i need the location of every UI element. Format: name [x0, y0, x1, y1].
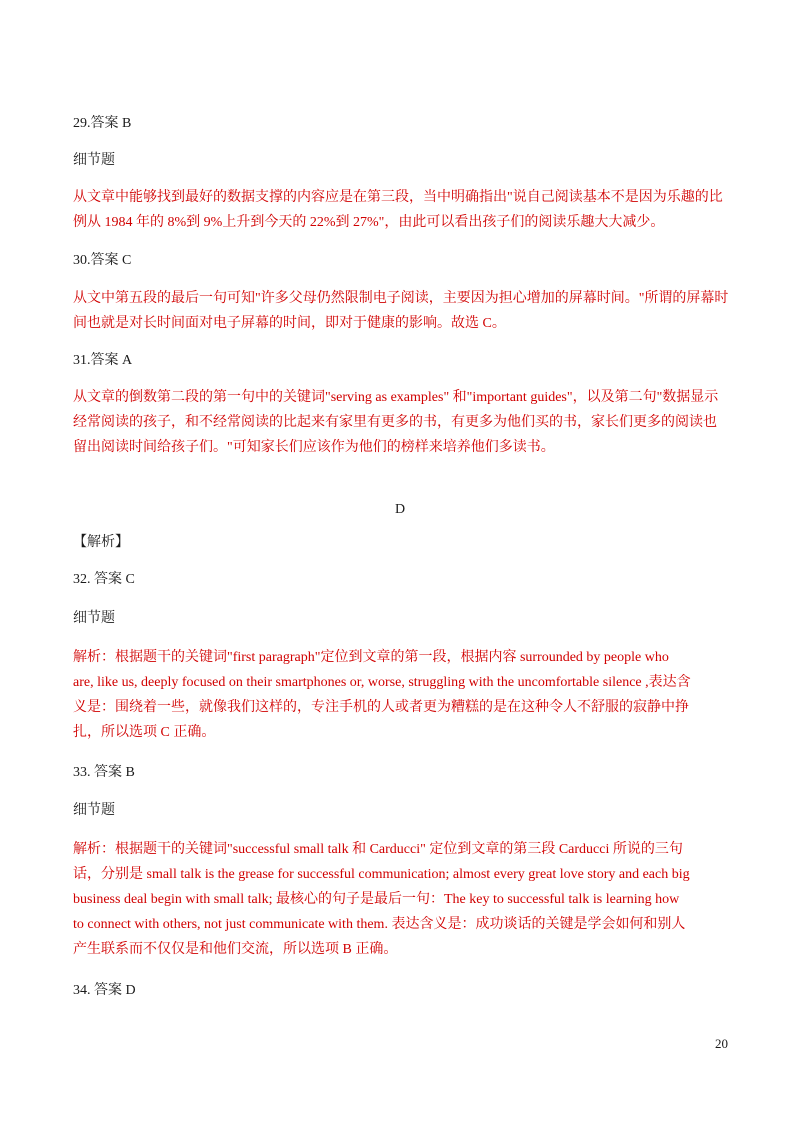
analysis-heading: 【解析】 — [73, 535, 129, 550]
answer-32: 32. 答案 C — [73, 572, 135, 587]
explanation-32-line-3: 义是：围绕着一些，就像我们这样的，专注手机的人或者更为糟糕的是在这种令人不舒服的寂静中挣 — [73, 700, 689, 715]
answer-31: 31.答案 A — [73, 353, 133, 368]
answer-29: 29.答案 B — [73, 116, 132, 131]
explanation-33-line-3: business deal begin with small talk; 最核心的句子是最后一句：The key to successful talk is learning how — [73, 892, 680, 907]
explanation-33-line-4: to connect with others, not just communicate with them. 表达含义是：成功谈话的关键是学会如何和别人 — [73, 917, 686, 932]
section-letter: D — [394, 502, 406, 517]
answer-30: 30.答案 C — [73, 253, 132, 268]
explanation-30-line-2: 间也就是对长时间面对电子屏幕的时间，即对于健康的影响。故选 C。 — [73, 316, 506, 331]
question-type-33: 细节题 — [73, 803, 115, 818]
explanation-33-line-2: 话，分别是 small talk is the grease for successful communication; almost every great love story and each big — [73, 867, 690, 882]
explanation-32-line-2: are, like us, deeply focused on their smartphones or, worse, struggling with the uncomfortable silence ,表达含 — [73, 675, 691, 690]
answer-34: 34. 答案 D — [73, 983, 136, 998]
question-type-32: 细节题 — [73, 611, 115, 626]
explanation-29-line-2: 例从 1984 年的 8%到 9%上升到今天的 22%到 27%"，由此可以看出孩子们的阅读乐趣大大减少。 — [73, 215, 665, 230]
explanation-31-line-3: 留出阅读时间给孩子们。"可知家长们应该作为他们的榜样来培养他们多读书。 — [73, 440, 555, 455]
page-number: 20 — [715, 1036, 728, 1051]
explanation-31-line-2: 经常阅读的孩子，和不经常阅读的比起来有家里有更多的书，有更多为他们买的书，家长们更多的阅读也 — [73, 415, 717, 430]
explanation-30-line-1: 从文中第五段的最后一句可知"许多父母仍然限制电子阅读，主要因为担心增加的屏幕时间。"所谓的屏幕时 — [73, 291, 729, 306]
explanation-31-line-1: 从文章的倒数第二段的第一句中的关键词"serving as examples" 和"important guides"，以及第二句"数据显示 — [73, 390, 719, 405]
answer-33: 33. 答案 B — [73, 765, 135, 780]
explanation-33-line-5: 产生联系而不仅仅是和他们交流，所以选项 B 正确。 — [73, 942, 398, 957]
explanation-32-line-4: 扎，所以选项 C 正确。 — [73, 725, 216, 740]
question-type-29: 细节题 — [73, 153, 115, 168]
explanation-33-line-1: 解析：根据题干的关键词"successful small talk 和 Carducci" 定位到文章的第三段 Carducci 所说的三句 — [73, 842, 683, 857]
explanation-29-line-1: 从文章中能够找到最好的数据支撑的内容应是在第三段，当中明确指出"说自己阅读基本不是因为乐趣的比 — [73, 190, 723, 205]
explanation-32-line-1: 解析：根据题干的关键词"first paragraph"定位到文章的第一段，根据内容 surrounded by people who — [73, 650, 669, 665]
